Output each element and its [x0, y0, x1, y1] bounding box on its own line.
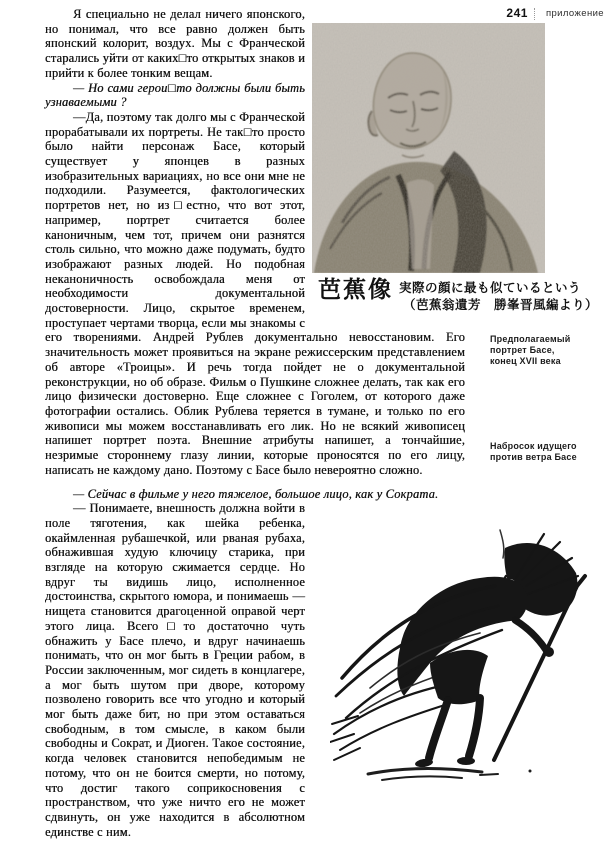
portrait-caption-russian: Предполагаемый портрет Басе, конец XVII века: [490, 334, 571, 366]
answer-paragraph-1: Я специально не делал ничего японского, но понимал, что все равно должен быть японский колорит, воздух. Мы с Франческой старались уйти от каких□то открытых знаков и прийти к более тонким вещам.: [45, 7, 305, 80]
ja-caption-line2: （芭蕉翁遺芳 勝峯晋風編より）: [403, 297, 599, 312]
interviewer-question-2: — Сейчас в фильме у него тяжелое, большое лицо, как у Сократа.: [73, 486, 439, 501]
answer-paragraph-2: —Да, поэтому так долго мы с Франческой прорабатывали их портреты. Не так□то просто было найти персонаж Басе, который существует у японцев в разных изобразительных вариациях, но все они мне не подходили. Разумеется, фактологических портретов нет, но из□естно, что вот этот, например, портрет считается более каноничным, чем тот, причем они разнятся столь сильно, что можно даже подумать, будто изображают разных людей. Но подобная неканоничность освобождала меня от необходимости документальной достоверности. Лицо, скрытое временем, проступает чертами творца, если мы знакомы с его творениями. Андрей Рублев документально невосстановим. Его значительность может проявиться на экране режиссерским представлением об авторе «Троицы». И речь тогда пойдет не о документальной реконструкции, но об образе. Фильм о Пушкине сложнее делать, так как его лицо физически достоверно. Еще сложнее с Гоголем, от которого даже фотографии остались. Облик Рублева теряется в тумане, и только по его живописи мы можем восстанавливать его лик. Но не всякий живописец напишет портрет поэта. Внешние атрибуты напишет, а тончайшие, незримые стороннему глазу линии, которые проносятся по его лицу, написать не каждому дано. Поэтому с Басе было невероятно сложно.: [45, 109, 465, 477]
answer-paragraph-3: — Понимаете, внешность должна войти в поле тяготения, как шейка ребенка, окаймленная рубашечкой, или рваная рубаха, обнажившая худую ключицу старика, при взгляде на которую сжимается сердце. Но вдруг ты видишь лицо, исполненное достоинства, скрытого юмора, и понимаешь — нищета становится драгоценной оправой черт этого лица. Всего□то достаточно чуть обнажить у Басе плечо, и вдруг начинаешь понимать, что он мог быть в Греции рабом, в России заключенным, мог сидеть в концлагере, а мог быть шутом при дворе, которому позволено говорить все что угодно и который мог быть даже бит, но при этом оставаться свободным, в том смысле, в каком были свободны и Сократ, и Диоген. Такое состояние, когда человек становится непобедимым не потому, что он не боится смерти, но потому, что достиг такого соприкосновения с пространством, что уже ничто его не может сдвинуть, он уже находится в абсолютном единстве с ним.: [45, 501, 305, 839]
page-number: 241: [506, 6, 528, 20]
ja-caption-title: 芭蕉像: [318, 277, 393, 303]
page-header: [506, 6, 604, 20]
portrait-float-spacer: [305, 7, 465, 322]
interviewer-question-1: — Но сами герои□то должны были быть узнаваемыми ?: [45, 80, 305, 110]
section-label: приложение: [545, 7, 604, 19]
header-divider: [534, 8, 536, 20]
wind-sketch-image: [330, 528, 602, 790]
sketch-caption-russian: Набросок идущего против ветра Басе: [490, 441, 577, 462]
ja-caption-line1: 実際の顔に最も似ているという: [399, 280, 582, 295]
